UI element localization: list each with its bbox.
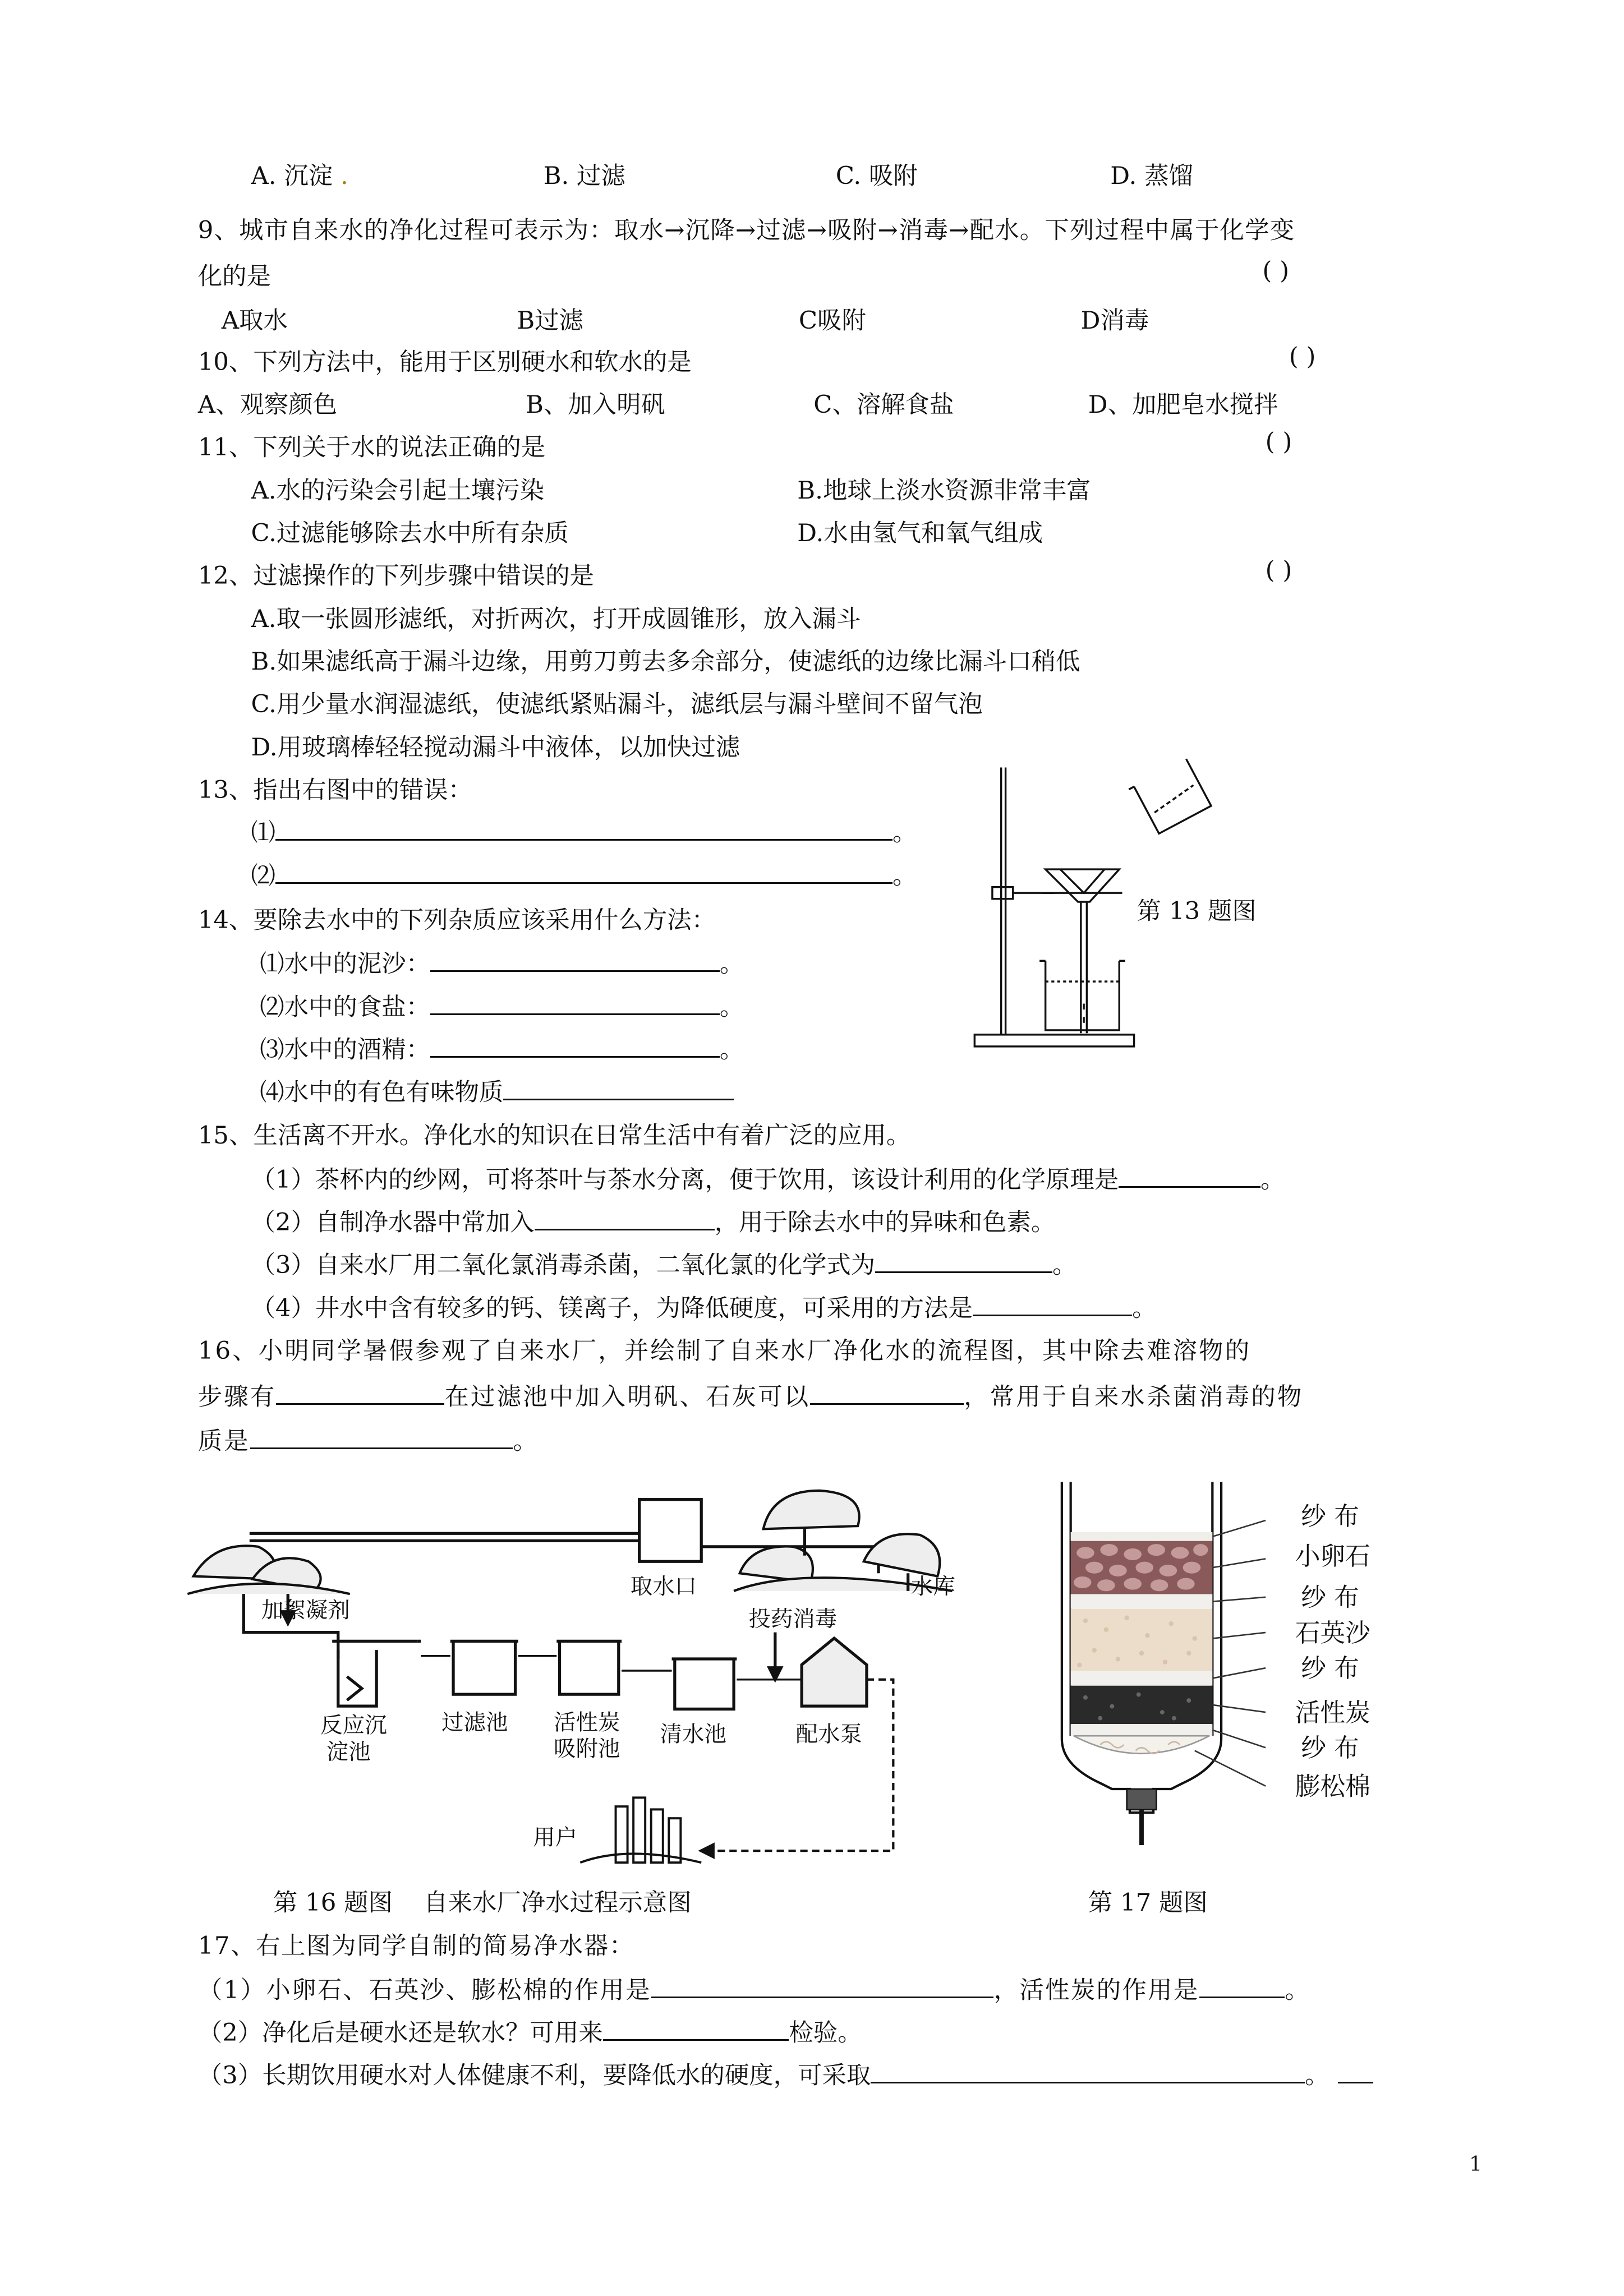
q12-option-a: A.取一张圆形滤纸，对折两次，打开成圆锥形，放入漏斗 <box>251 605 861 633</box>
q10-option-a: A、观察颜色 <box>197 390 338 419</box>
q11-answer-bracket: ( ) <box>1265 428 1292 457</box>
q9-stem-line1: 9、城市自来水的净化过程可表示为：取水→沉降→过滤→吸附→消毒→配水。下列过程中属于化学变 <box>197 216 1295 245</box>
q10-option-d: D、加肥皂水搅拌 <box>1088 390 1278 419</box>
q14-item-4: ⑷水中的有色有味物质 <box>260 1073 734 1108</box>
q11-option-b: B.地球上淡水资源非常丰富 <box>797 476 1091 505</box>
q9-option-b: B过滤 <box>517 306 583 335</box>
q15-item-2: （2）自制净水器中常加入 ，用于除去水中的异味和色素。 <box>251 1203 1055 1238</box>
answer-blank[interactable] <box>875 1250 1052 1273</box>
layer-cotton <box>1073 1736 1209 1754</box>
layer-label-1: 纱 布 <box>1300 1501 1359 1531</box>
q13-item-1: ⑴ 。 <box>251 813 917 848</box>
q9-stem-line2: 化的是 <box>197 262 271 291</box>
q16-line2: 步骤有 在过滤池中加入明矾、石灰可以 ，常用于自来水杀菌消毒的物 <box>198 1377 1304 1412</box>
layer-gauze-2 <box>1070 1594 1212 1609</box>
q13-item-2: ⑵ 。 <box>251 856 917 891</box>
q13-stem: 13、指出右图中的错误： <box>197 776 472 804</box>
q9-option-d: D消毒 <box>1080 306 1149 335</box>
q15-item-3: （3）自来水厂用二氧化氯消毒杀菌，二氧化氯的化学式为 。 <box>251 1246 1076 1280</box>
answer-blank[interactable] <box>651 1974 994 1998</box>
q17-stem: 17、右上图为同学自制的简易净水器： <box>197 1931 634 1960</box>
layer-activated-carbon <box>1070 1686 1212 1724</box>
layer-label-7: 纱 布 <box>1300 1733 1359 1763</box>
q10-option-b: B、加入明矾 <box>525 390 665 419</box>
q15-item-1: （1）茶杯内的纱网，可将茶叶与茶水分离，便于饮用，该设计利用的化学原理是 。 <box>251 1160 1285 1195</box>
label-user: 用户 <box>533 1824 578 1851</box>
stand-base <box>974 1035 1134 1046</box>
q14-stem: 14、要除去水中的下列杂质应该采用什么方法： <box>197 906 716 934</box>
q12-stem: 12、过滤操作的下列步骤中错误的是 <box>197 562 595 591</box>
fig16-caption: 第 16 题图 自来水厂净水过程示意图 <box>273 1889 692 1917</box>
q9-answer-bracket: ( ) <box>1262 256 1290 285</box>
answer-blank[interactable] <box>275 817 892 841</box>
answer-blank[interactable] <box>1199 1974 1285 1998</box>
answer-blank[interactable] <box>973 1292 1132 1316</box>
layer-gauze-1 <box>1070 1532 1212 1541</box>
answer-blank[interactable] <box>275 860 892 883</box>
q8-option-a: A. 沉淀 . <box>251 162 348 190</box>
plant-site-icon <box>187 1546 350 1594</box>
q12-option-d: D.用玻璃棒轻轻搅动漏斗中液体，以加快过滤 <box>251 733 740 762</box>
layer-label-5: 纱 布 <box>1300 1653 1359 1683</box>
answer-blank[interactable] <box>430 1034 720 1058</box>
tank-clear <box>672 1659 737 1709</box>
q13-figure-caption: 第 13 题图 <box>1137 897 1257 925</box>
answer-blank[interactable] <box>1338 2060 1373 2083</box>
q17-line3: （3）长期饮用硬水对人体健康不利，要降低水的硬度，可采取 。 <box>198 2056 1374 2091</box>
layer-label-6: 活性炭 <box>1295 1697 1370 1727</box>
answer-blank[interactable] <box>430 948 720 972</box>
pump-icon <box>802 1639 867 1707</box>
answer-blank[interactable] <box>1119 1164 1260 1187</box>
label-pump: 配水泵 <box>795 1721 863 1748</box>
q8-option-b: B. 过滤 <box>543 162 625 190</box>
q10-option-c: C、溶解食盐 <box>813 390 954 419</box>
layer-gauze-3 <box>1070 1671 1212 1685</box>
label-filter-tank: 过滤池 <box>441 1709 508 1736</box>
q14-item-2: ⑵水中的食盐： 。 <box>260 988 744 1022</box>
answer-blank[interactable] <box>810 1381 964 1404</box>
layer-label-3: 纱 布 <box>1300 1582 1359 1612</box>
answer-blank[interactable] <box>430 991 720 1015</box>
fig17-caption: 第 17 题图 <box>1088 1889 1208 1917</box>
layer-gauze-4 <box>1070 1724 1212 1736</box>
layer-label-2: 小卵石 <box>1295 1541 1370 1571</box>
q14-item-3: ⑶水中的酒精： 。 <box>260 1030 744 1065</box>
label-coagulant: 加絮凝剂 <box>261 1597 350 1624</box>
layer-quartz-sand <box>1070 1609 1212 1671</box>
tank-filter <box>450 1642 518 1695</box>
page-number: 1 <box>1469 2152 1483 2177</box>
layer-label-4: 石英沙 <box>1295 1617 1370 1648</box>
answer-blank[interactable] <box>535 1207 715 1230</box>
q12-option-b: B.如果滤纸高于漏斗边缘，用剪刀剪去多余部分，使滤纸的边缘比漏斗口稍低 <box>251 647 1080 676</box>
funnel <box>1045 869 1119 902</box>
label-intake: 取水口 <box>630 1574 697 1600</box>
q12-option-c: C.用少量水润湿滤纸，使滤纸紧贴漏斗，滤纸层与漏斗壁间不留气泡 <box>251 690 983 719</box>
label-carbon-tank-1: 活性炭 <box>553 1709 620 1736</box>
q10-answer-bracket: ( ) <box>1289 342 1316 371</box>
answer-blank[interactable] <box>276 1381 444 1404</box>
q16-line3: 质是 。 <box>198 1422 539 1456</box>
q16-line1: 16、小明同学暑假参观了自来水厂，并绘制了自来水厂净化水的流程图，其中除去难溶物的 <box>197 1337 1252 1366</box>
q8-option-c: C. 吸附 <box>835 162 918 190</box>
fig16-water-plant-diagram <box>185 1458 967 1886</box>
q10-stem: 10、下列方法中，能用于区别硬水和软水的是 <box>197 348 692 376</box>
q17-line2: （2）净化后是硬水还是软水？可用来 检验。 <box>198 2013 862 2048</box>
q9-option-a: A取水 <box>221 306 288 335</box>
q17-line1: （1）小卵石、石英沙、膨松棉的作用是 ，活性炭的作用是 。 <box>198 1971 1310 2005</box>
answer-blank[interactable] <box>603 2017 789 2041</box>
q8-option-d: D. 蒸馏 <box>1110 162 1193 190</box>
label-reservoir: 水库 <box>910 1574 955 1600</box>
outlet-nozzle <box>1126 1789 1156 1810</box>
q11-option-a: A.水的污染会引起土壤污染 <box>251 476 545 505</box>
q11-stem: 11、下列关于水的说法正确的是 <box>197 434 546 462</box>
answer-blank[interactable] <box>871 2060 1305 2083</box>
q11-option-d: D.水由氢气和氧气组成 <box>797 519 1043 547</box>
q9-option-c: C吸附 <box>798 306 866 335</box>
fig17-purifier-diagram <box>1041 1476 1455 1860</box>
label-reaction-tank-1: 反应沉 <box>320 1712 387 1739</box>
label-carbon-tank-2: 吸附池 <box>553 1736 620 1763</box>
answer-blank[interactable] <box>250 1425 513 1449</box>
intake-box <box>640 1500 702 1562</box>
user-buildings-icon <box>580 1798 701 1863</box>
q12-answer-bracket: ( ) <box>1265 556 1292 585</box>
label-dosing: 投药消毒 <box>748 1606 838 1633</box>
tank-reaction <box>332 1642 418 1707</box>
q14-item-1: ⑴水中的泥沙： 。 <box>260 944 744 979</box>
q11-option-c: C.过滤能够除去水中所有杂质 <box>251 519 569 547</box>
label-clear-tank: 清水池 <box>660 1721 726 1748</box>
q15-item-4: （4）井水中含有较多的钙、镁离子，为降低硬度，可采用的方法是 。 <box>251 1289 1156 1324</box>
beaker <box>1045 961 1119 1030</box>
q15-stem: 15、生活离不开水。净化水的知识在日常生活中有着广泛的应用。 <box>197 1121 911 1150</box>
answer-blank[interactable] <box>503 1077 734 1100</box>
layer-label-8: 膨松棉 <box>1295 1771 1370 1801</box>
pouring-beaker <box>1129 759 1211 836</box>
label-reaction-tank-2: 淀池 <box>326 1739 371 1765</box>
tank-carbon <box>556 1642 622 1695</box>
